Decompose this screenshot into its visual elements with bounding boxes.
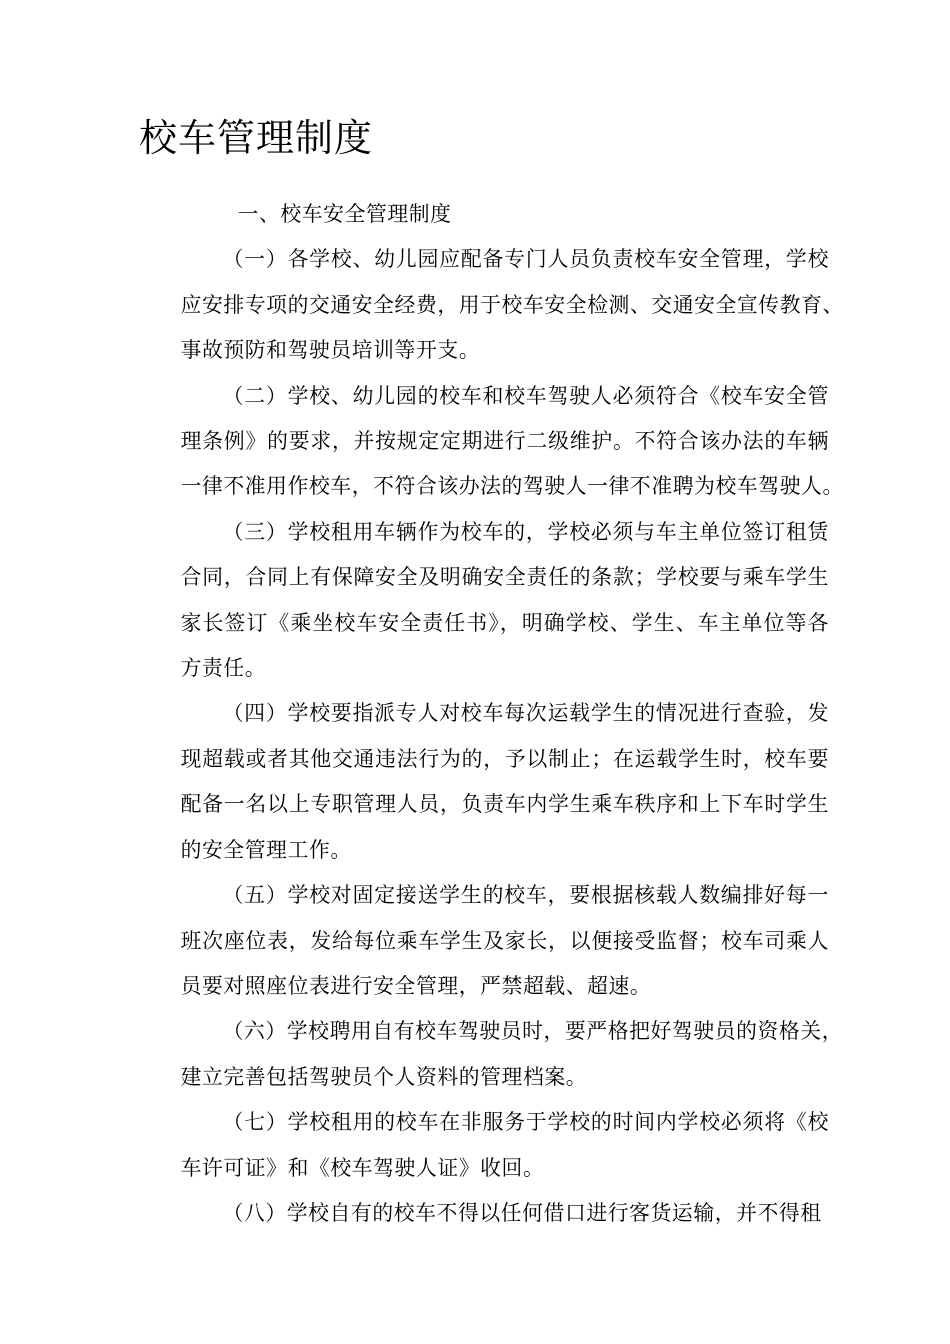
- paragraph-line: （七）学校租用的校车在非服务于学校的时间内学校必须将《校: [222, 1110, 829, 1135]
- paragraph: [139, 237, 844, 373]
- paragraph-line: （二）学校、幼儿园的校车和校车驾驶人必须符合《校车安全管: [222, 383, 829, 408]
- paragraph-line: 方责任。: [180, 656, 267, 681]
- section-heading-text: 一、校车安全管理制度: [237, 202, 452, 226]
- paragraph: [139, 1100, 829, 1191]
- paragraph-line: 建立完善包括驾驶员个人资料的管理档案。: [180, 1064, 588, 1089]
- paragraph-line: （五）学校对固定接送学生的校车，要根据核载人数编排好每一: [222, 883, 829, 908]
- paragraph-line: 班次座位表，发给每位乘车学生及家长，以便接受监督；校车司乘人: [180, 928, 829, 953]
- paragraph-line: 应安排专项的交通安全经费，用于校车安全检测、交通安全宣传教育、: [180, 292, 844, 317]
- paragraph-line: （八）学校自有的校车不得以任何借口进行客货运输，并不得租: [222, 1200, 822, 1225]
- paragraph-line: 家长签订《乘坐校车安全责任书》，明确学校、学生、车主单位等各: [180, 610, 829, 635]
- paragraph: [139, 1009, 844, 1100]
- paragraph: [139, 1191, 829, 1236]
- section-heading: [139, 192, 829, 237]
- paragraph-line: 现超载或者其他交通违法行为的，予以制止；在运载学生时，校车要: [180, 746, 829, 771]
- paragraph-line: 的安全管理工作。: [180, 837, 352, 862]
- paragraph-line: 员要对照座位表进行安全管理，严禁超载、超速。: [180, 973, 652, 998]
- document-body: [139, 192, 844, 1236]
- paragraph-line: （三）学校租用车辆作为校车的，学校必须与车主单位签订租赁: [222, 519, 829, 544]
- paragraph-line: 车许可证》和《校车驾驶人证》收回。: [180, 1155, 545, 1180]
- paragraph-line: （四）学校要指派专人对校车每次运载学生的情况进行查验，发: [222, 701, 829, 726]
- paragraph: [139, 374, 844, 510]
- paragraph-line: （一）各学校、幼儿园应配备专门人员负责校车安全管理，学校: [222, 247, 829, 272]
- document-title: 校车管理制度: [139, 116, 374, 160]
- paragraph-line: （六）学校聘用自有校车驾驶员时，要严格把好驾驶员的资格关，: [222, 1019, 844, 1044]
- paragraph-line: 理条例》的要求，并按规定定期进行二级维护。不符合该办法的车辆: [180, 429, 829, 454]
- paragraph: [139, 510, 829, 692]
- paragraph: [139, 691, 829, 873]
- paragraph-line: 一律不准用作校车，不符合该办法的驾驶人一律不准聘为校车驾驶人。: [180, 474, 844, 499]
- paragraph-line: 事故预防和驾驶员培训等开支。: [180, 338, 481, 363]
- paragraph-list: [139, 237, 844, 1236]
- paragraph-line: 合同，合同上有保障安全及明确安全责任的条款；学校要与乘车学生: [180, 565, 829, 590]
- paragraph: [139, 873, 829, 1009]
- paragraph-line: 配备一名以上专职管理人员，负责车内学生乘车秩序和上下车时学生: [180, 792, 829, 817]
